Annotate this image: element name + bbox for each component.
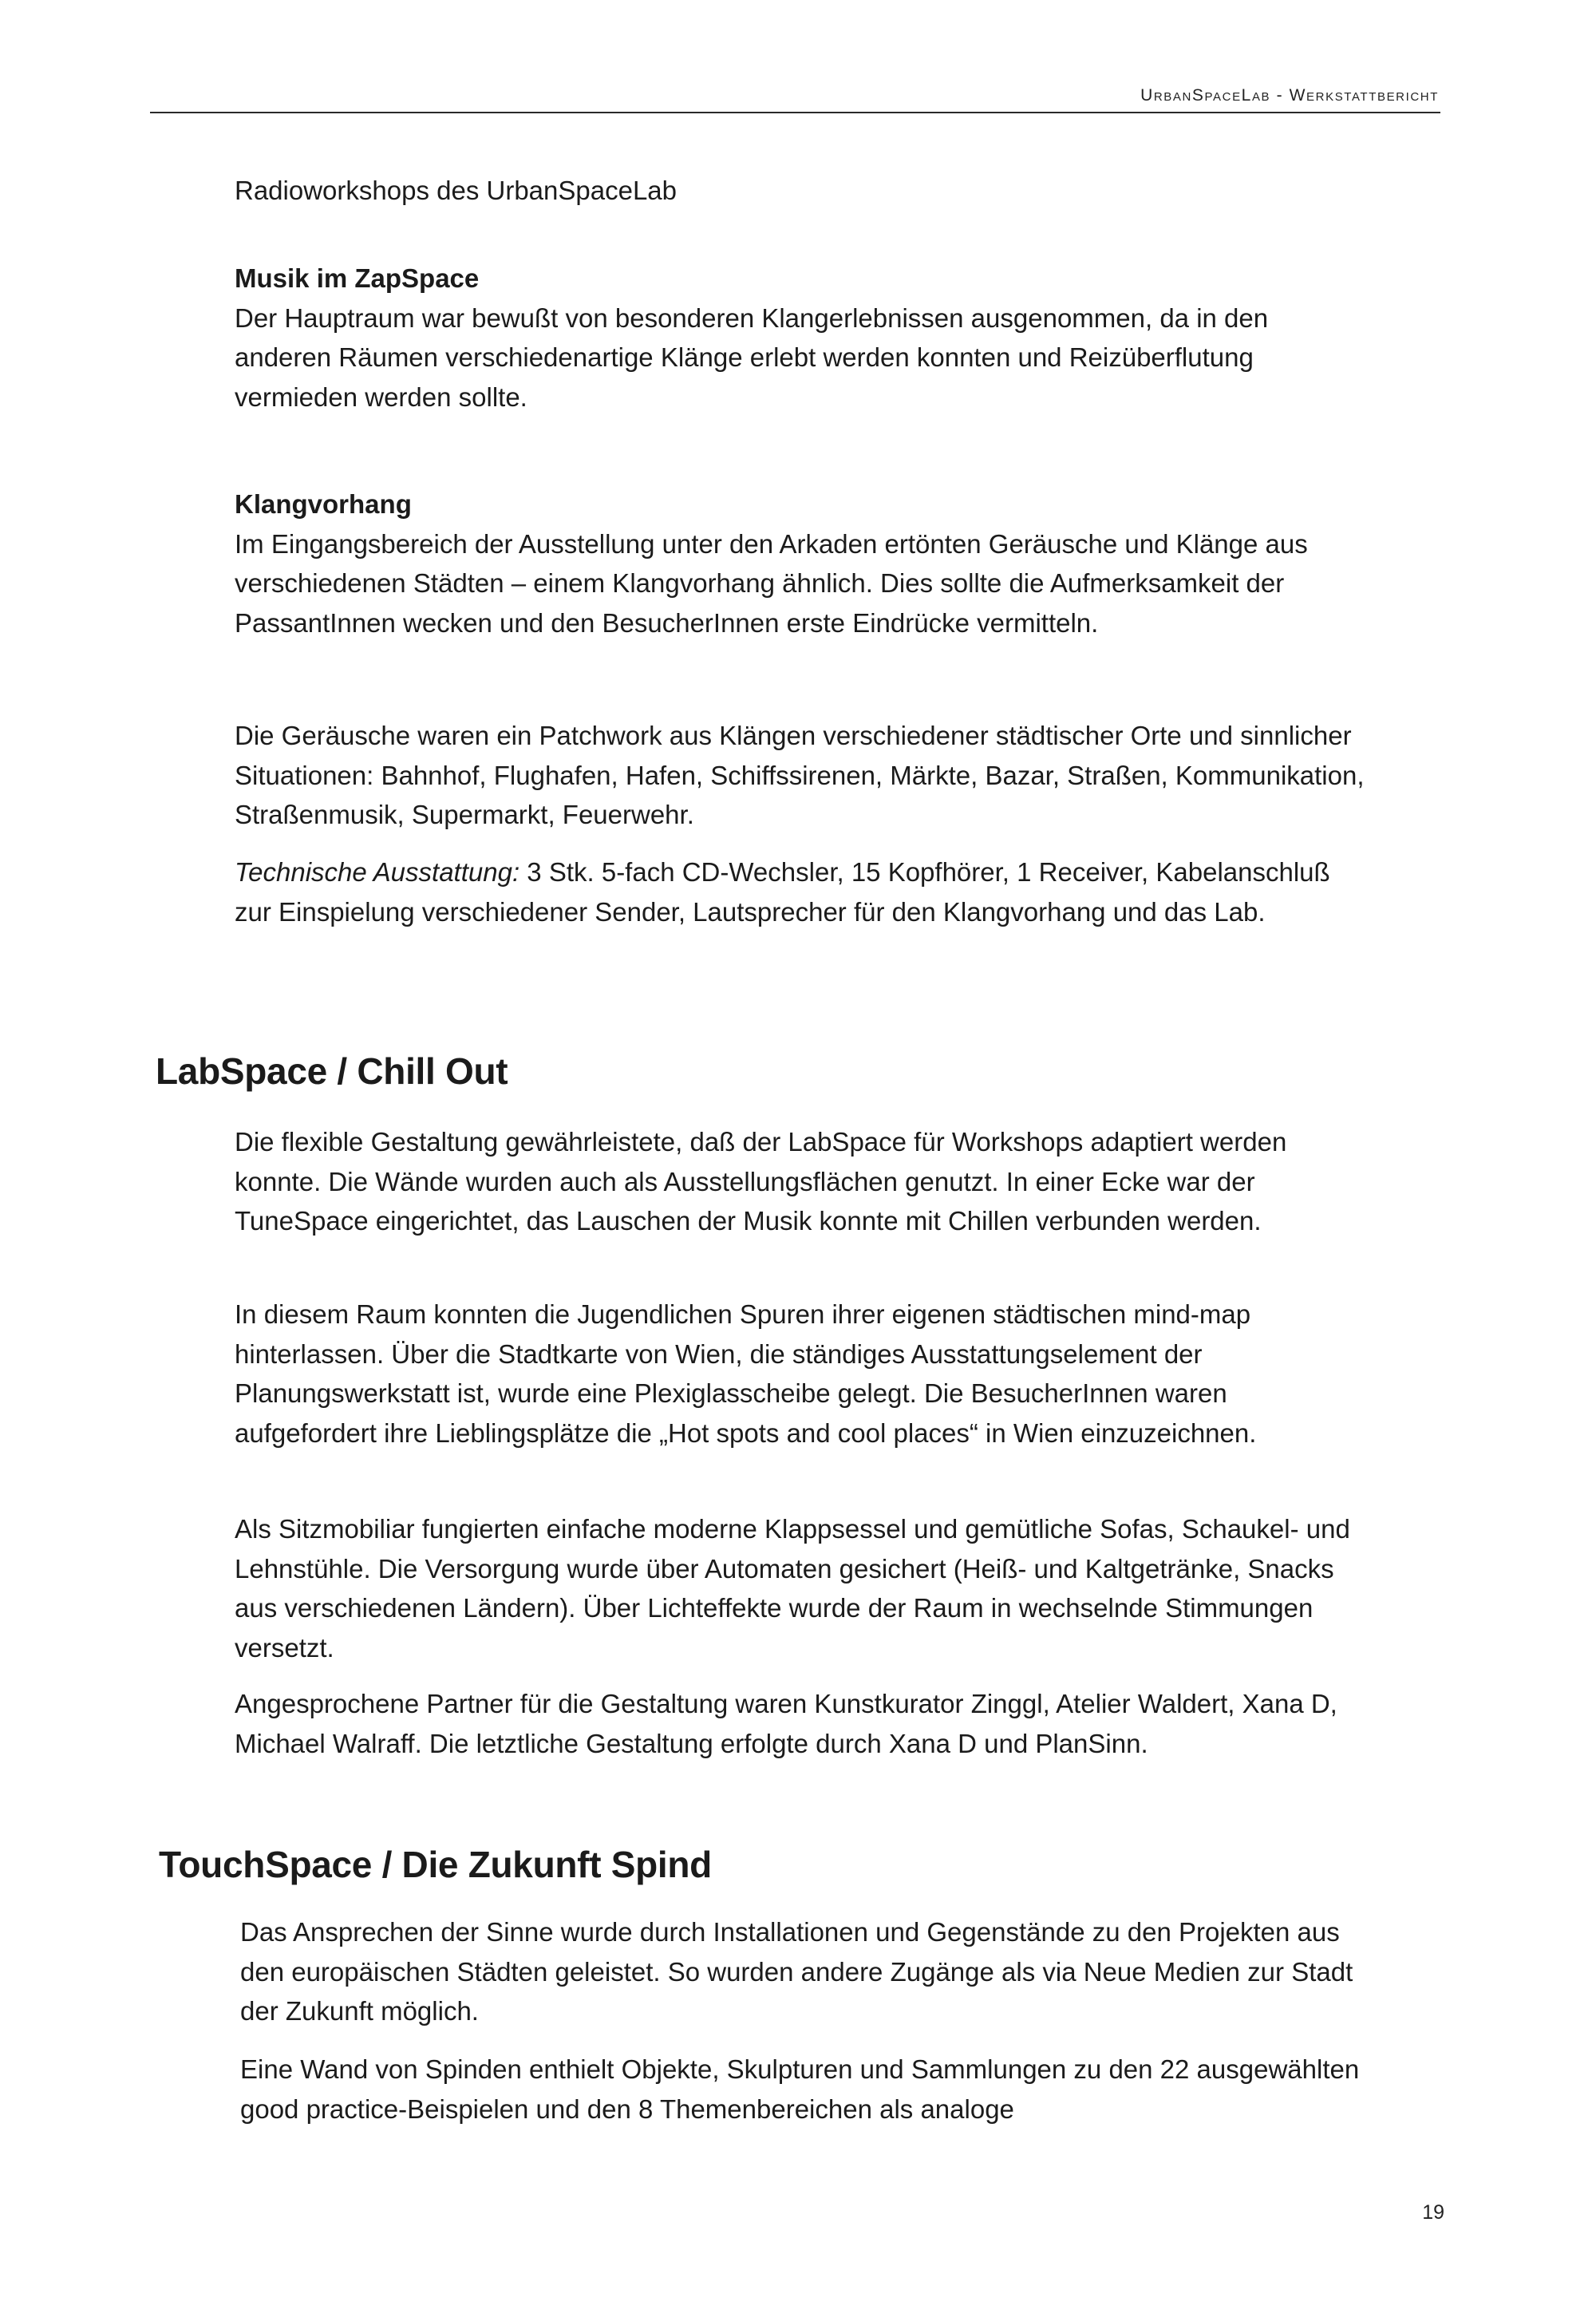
header-rule (150, 112, 1440, 113)
touchspace-paragraph-1-block (240, 1912, 1373, 2031)
klangvorhang-geraeusche-block (235, 716, 1368, 835)
labspace-paragraph-4: Angesprochene Partner für die Gestaltung waren Kunstkurator Zinggl, Atelier Waldert, Xana D, Michael Walraff. Die letztliche Gestaltung erfolgte durch Xana D und PlanSinn. (235, 1689, 1337, 1758)
touchspace-paragraph-1: Das Ansprechen der Sinne wurde durch Installationen und Gegenstände zu den Projekten aus den europäischen Städten geleistet. So wurden andere Zugänge als via Neue Medien zur Stadt der Zukunft möglich. (240, 1917, 1353, 2026)
intro-block (235, 171, 1368, 211)
labspace-paragraph-1: Die flexible Gestaltung gewährleistete, daß der LabSpace für Workshops adaptiert werden konnte. Die Wände wurden auch als Ausstellungsflächen genutzt. In einer Ecke war der TuneSpace eingerichtet, das Lauschen der Musik konnte mit Chillen verbunden werden. (235, 1127, 1287, 1236)
intro-line: Radioworkshops des UrbanSpaceLab (235, 176, 678, 205)
technische-ausstattung-text: 3 Stk. 5-fach CD-Wechsler, 15 Kopfhörer, 1 Receiver, Kabelanschluß zur Einspielung verschiedener Sender, Lautsprecher für den Klangvorhang und das Lab. (235, 857, 1330, 927)
labspace-paragraph-2: In diesem Raum konnten die Jugendlichen Spuren ihrer eigenen städtischen mind-map hinterlassen. Über die Stadtkarte von Wien, die ständiges Ausstattungselement der Planungswerkstatt ist, wurde eine Plexiglasscheibe gelegt. Die BesucherInnen waren aufgefordert ihre Lieblingsplätze die „Hot spots and cool places“ in Wien einzuzeichnen. (235, 1299, 1257, 1448)
touchspace-paragraph-2: Eine Wand von Spinden enthielt Objekte, Skulpturen und Sammlungen zu den 22 ausgewählten good practice-Beispielen und den 8 Themenbereichen als analoge (240, 2054, 1360, 2124)
labspace-heading: LabSpace / Chill Out (156, 1050, 508, 1092)
technische-ausstattung-paragraph (235, 852, 1368, 931)
labspace-paragraph-3: Als Sitzmobiliar fungierten einfache moderne Klappsessel und gemütliche Sofas, Schaukel- und Lehnstühle. Die Versorgung wurde über Automaten gesichert (Heiß- und Kaltgetränke, Snacks aus verschiedenen Ländern). Über Lichteffekte wurde der Raum in wechselnde Stimmungen versetzt. (235, 1514, 1350, 1663)
klangvorhang-section (235, 484, 1368, 643)
touchspace-paragraph-2-block (240, 2050, 1373, 2129)
labspace-paragraph-3-block (235, 1509, 1368, 1667)
running-header: UrbanSpaceLab - Werkstattbericht (1140, 86, 1439, 105)
musik-paragraph: Der Hauptraum war bewußt von besonderen Klangerlebnissen ausgenommen, da in den anderen Räumen verschiedenartige Klänge erlebt werden konnten und Reizüberflutung vermieden werden sollte. (235, 302, 1269, 412)
labspace-paragraph-2-block (235, 1295, 1368, 1453)
touchspace-heading: TouchSpace / Die Zukunft Spind (159, 1844, 712, 1885)
musik-heading: Musik im ZapSpace (235, 263, 480, 293)
page-number: 19 (1422, 2201, 1444, 2224)
technische-ausstattung-block (235, 852, 1368, 931)
klangvorhang-paragraph-1: Im Eingangsbereich der Ausstellung unter den Arkaden ertönten Geräusche und Klänge aus verschiedenen Städten – einem Klangvorhang ähnlich. Dies sollte die Aufmerksamkeit der PassantInnen wecken und den BesucherInnen erste Eindrücke vermitteln. (235, 528, 1308, 638)
labspace-paragraph-4-block (235, 1684, 1368, 1763)
klangvorhang-heading: Klangvorhang (235, 489, 412, 519)
technische-ausstattung-label: Technische Ausstattung: (235, 857, 520, 887)
klangvorhang-paragraph-2: Die Geräusche waren ein Patchwork aus Klängen verschiedener städtischer Orte und sinnlicher Situationen: Bahnhof, Flughafen, Hafen, Schiffssirenen, Märkte, Bazar, Straßen, Kommunikation, Straßenmusik, Supermarkt, Feuerwehr. (235, 721, 1365, 829)
labspace-paragraph-1-block (235, 1122, 1368, 1241)
musik-section (235, 259, 1368, 417)
